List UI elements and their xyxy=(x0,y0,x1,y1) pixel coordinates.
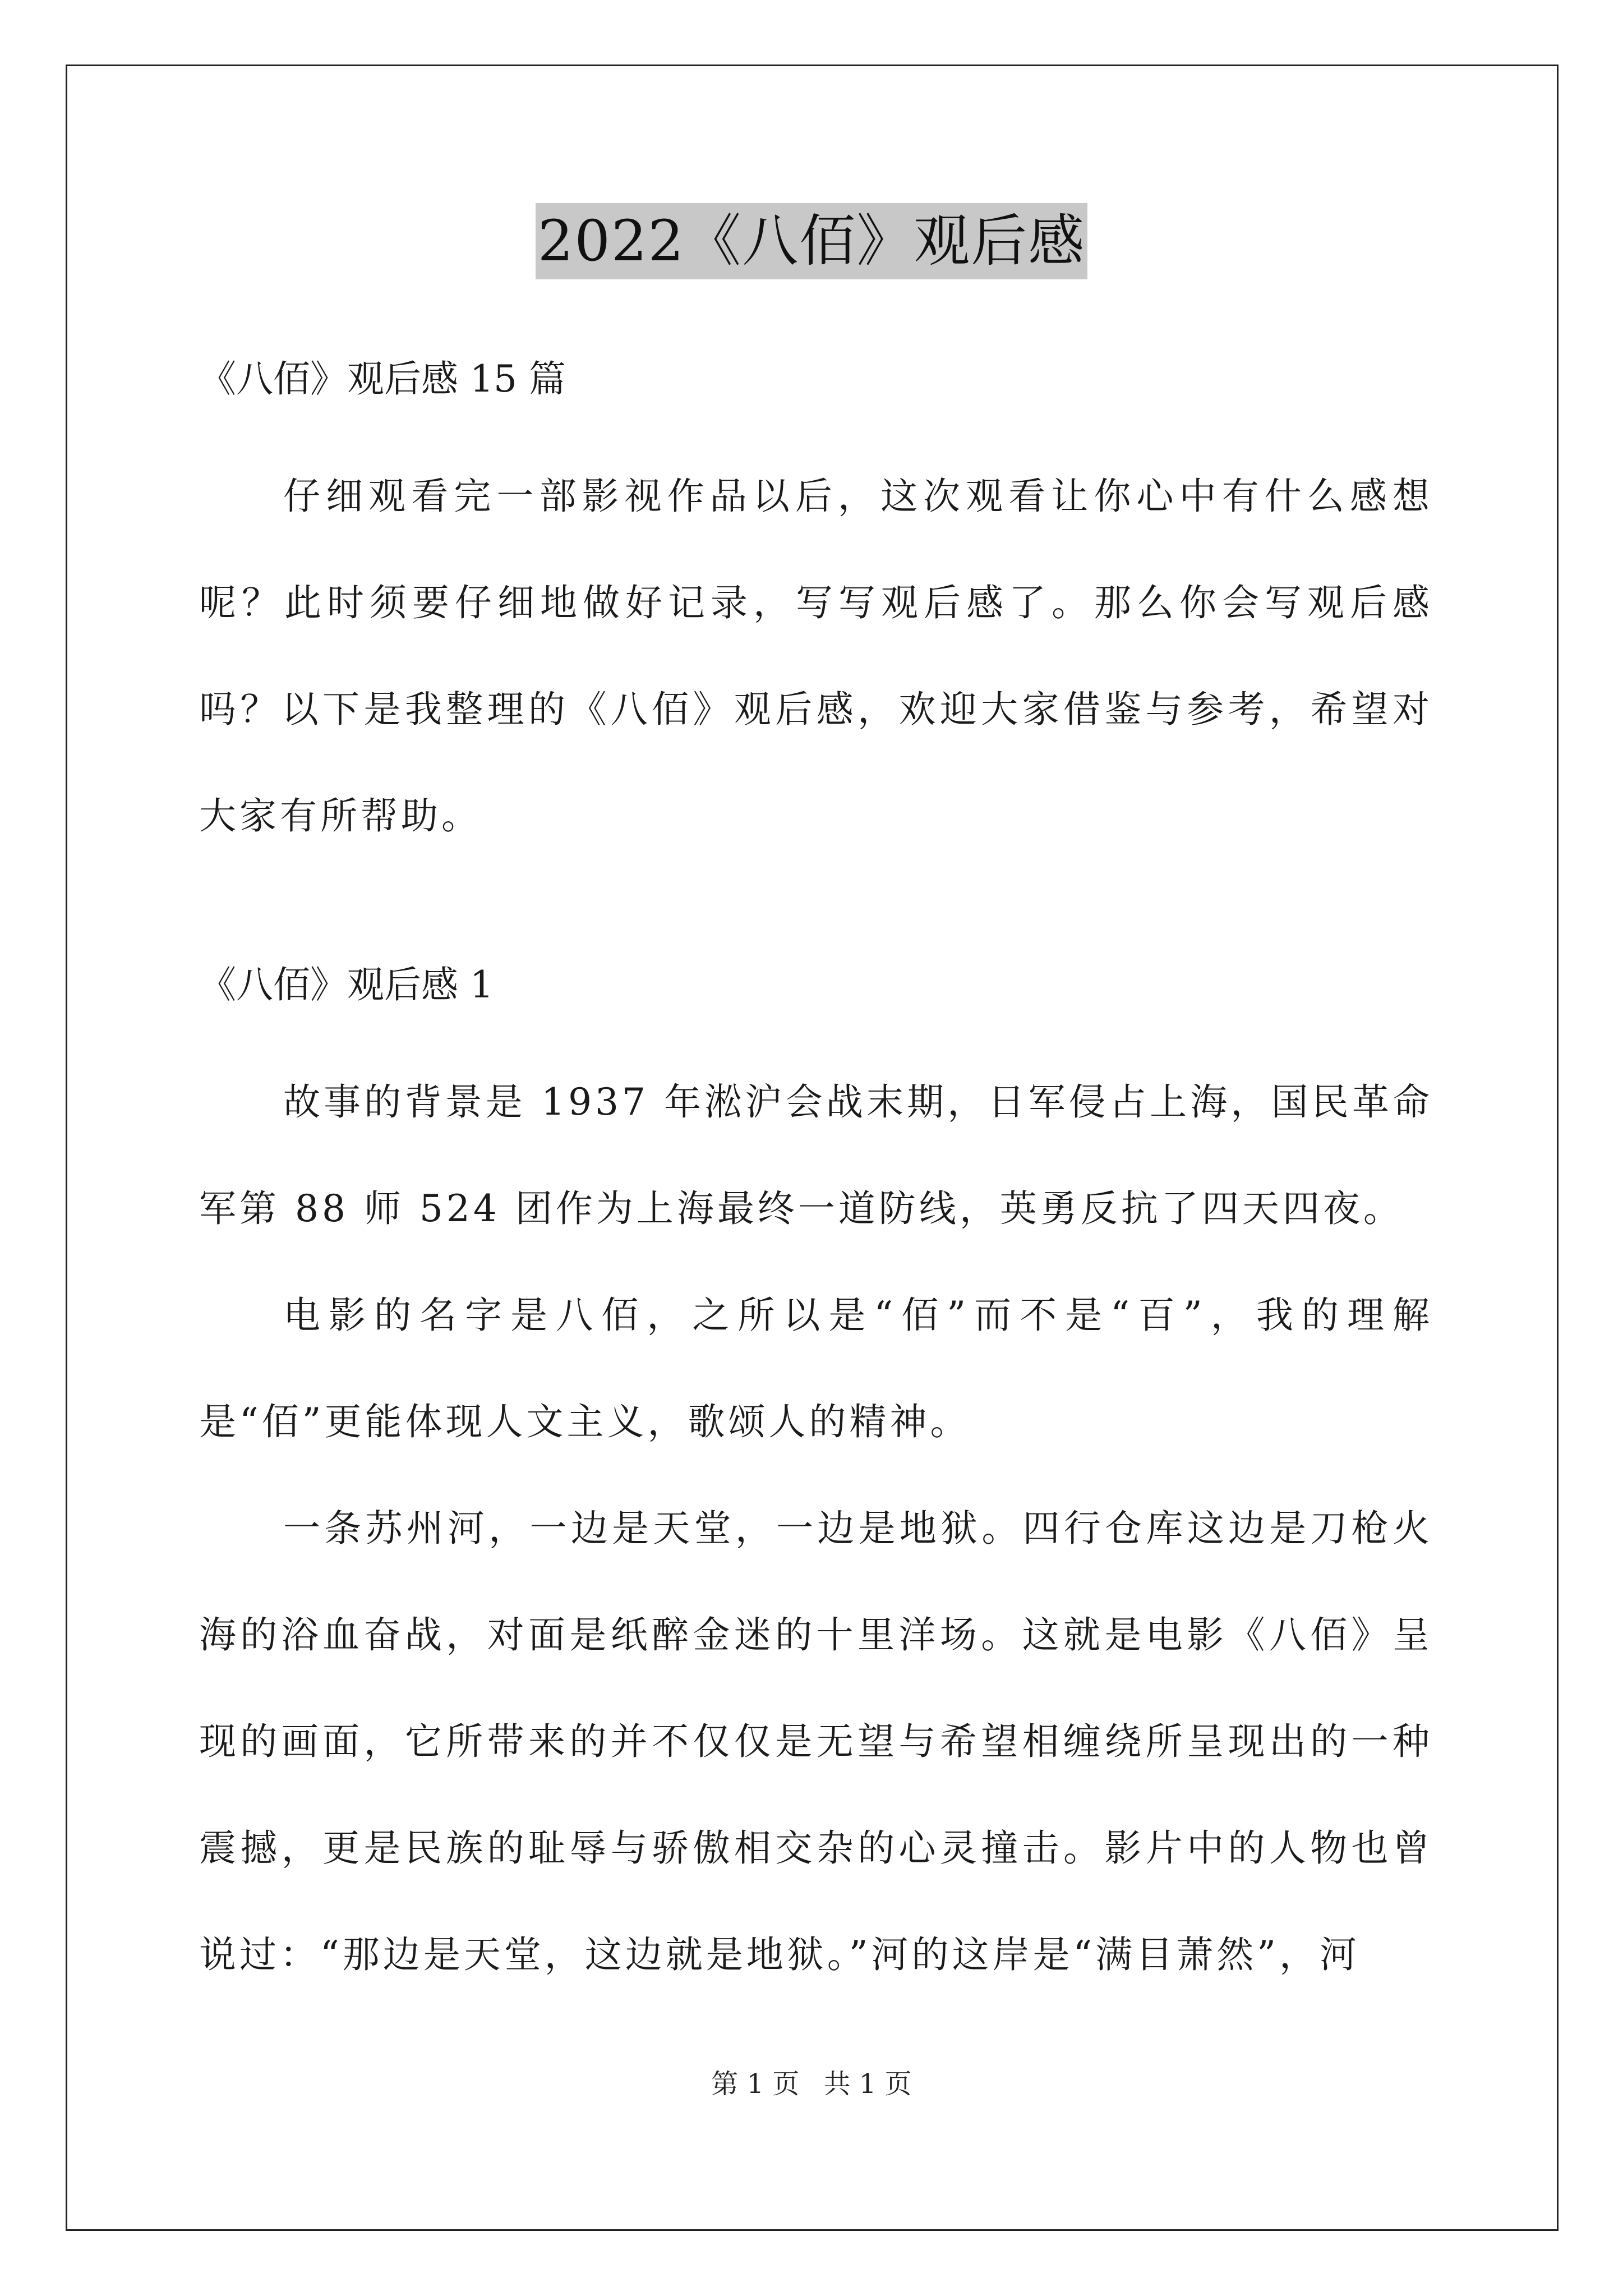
spacer xyxy=(199,416,1433,443)
body-paragraph: 故事的背景是 1937 年淞沪会战末期，日军侵占上海，国民革命军第 88 师 524 团作为上海最终一道防线，英勇反抗了四天四夜。 xyxy=(199,1080,1433,1230)
page-total: 共 1 页 xyxy=(823,2068,912,2100)
document-subtitle: 《八佰》观后感 15 篇 xyxy=(199,357,566,401)
body-paragraph: 电影的名字是八佰，之所以是“佰”而不是“百”，我的理解是“佰”更能体现人文主义，歌颂人的精神。 xyxy=(199,1294,1433,1443)
spacer xyxy=(199,869,1433,948)
intro-paragraph: 仔细观看完一部影视作品以后，这次观看让你心中有什么感想呢？此时须要仔细地做好记录，写写观后感了。那么你会写观后感吗？以下是我整理的《八佰》观后感，欢迎大家借鉴与参考，希望对大家有所帮助。 xyxy=(199,475,1433,838)
document-title: 2022《八佰》观后感 xyxy=(536,203,1088,279)
document-body xyxy=(199,342,1433,2008)
section-heading: 《八佰》观后感 1 xyxy=(199,963,494,1006)
spacer xyxy=(199,1022,1433,1049)
body-paragraph: 一条苏州河，一边是天堂，一边是地狱。四行仓库这边是刀枪火海的浴血奋战，对面是纸醉金迷的十里洋场。这就是电影《八佰》呈现的画面，它所带来的并不仅仅是无望与希望相缠绕所呈现出的一种震撼，更是民族的耻辱与骄傲相交杂的心灵撞击。影片中的人物也曾说过：“那边是天堂，这边就是地狱。”河的这岸是“满目萧然”，河 xyxy=(199,1507,1433,1976)
page-number: 第 1 页 xyxy=(711,2068,800,2100)
title-container xyxy=(0,203,1623,279)
page-footer xyxy=(0,2064,1623,2104)
